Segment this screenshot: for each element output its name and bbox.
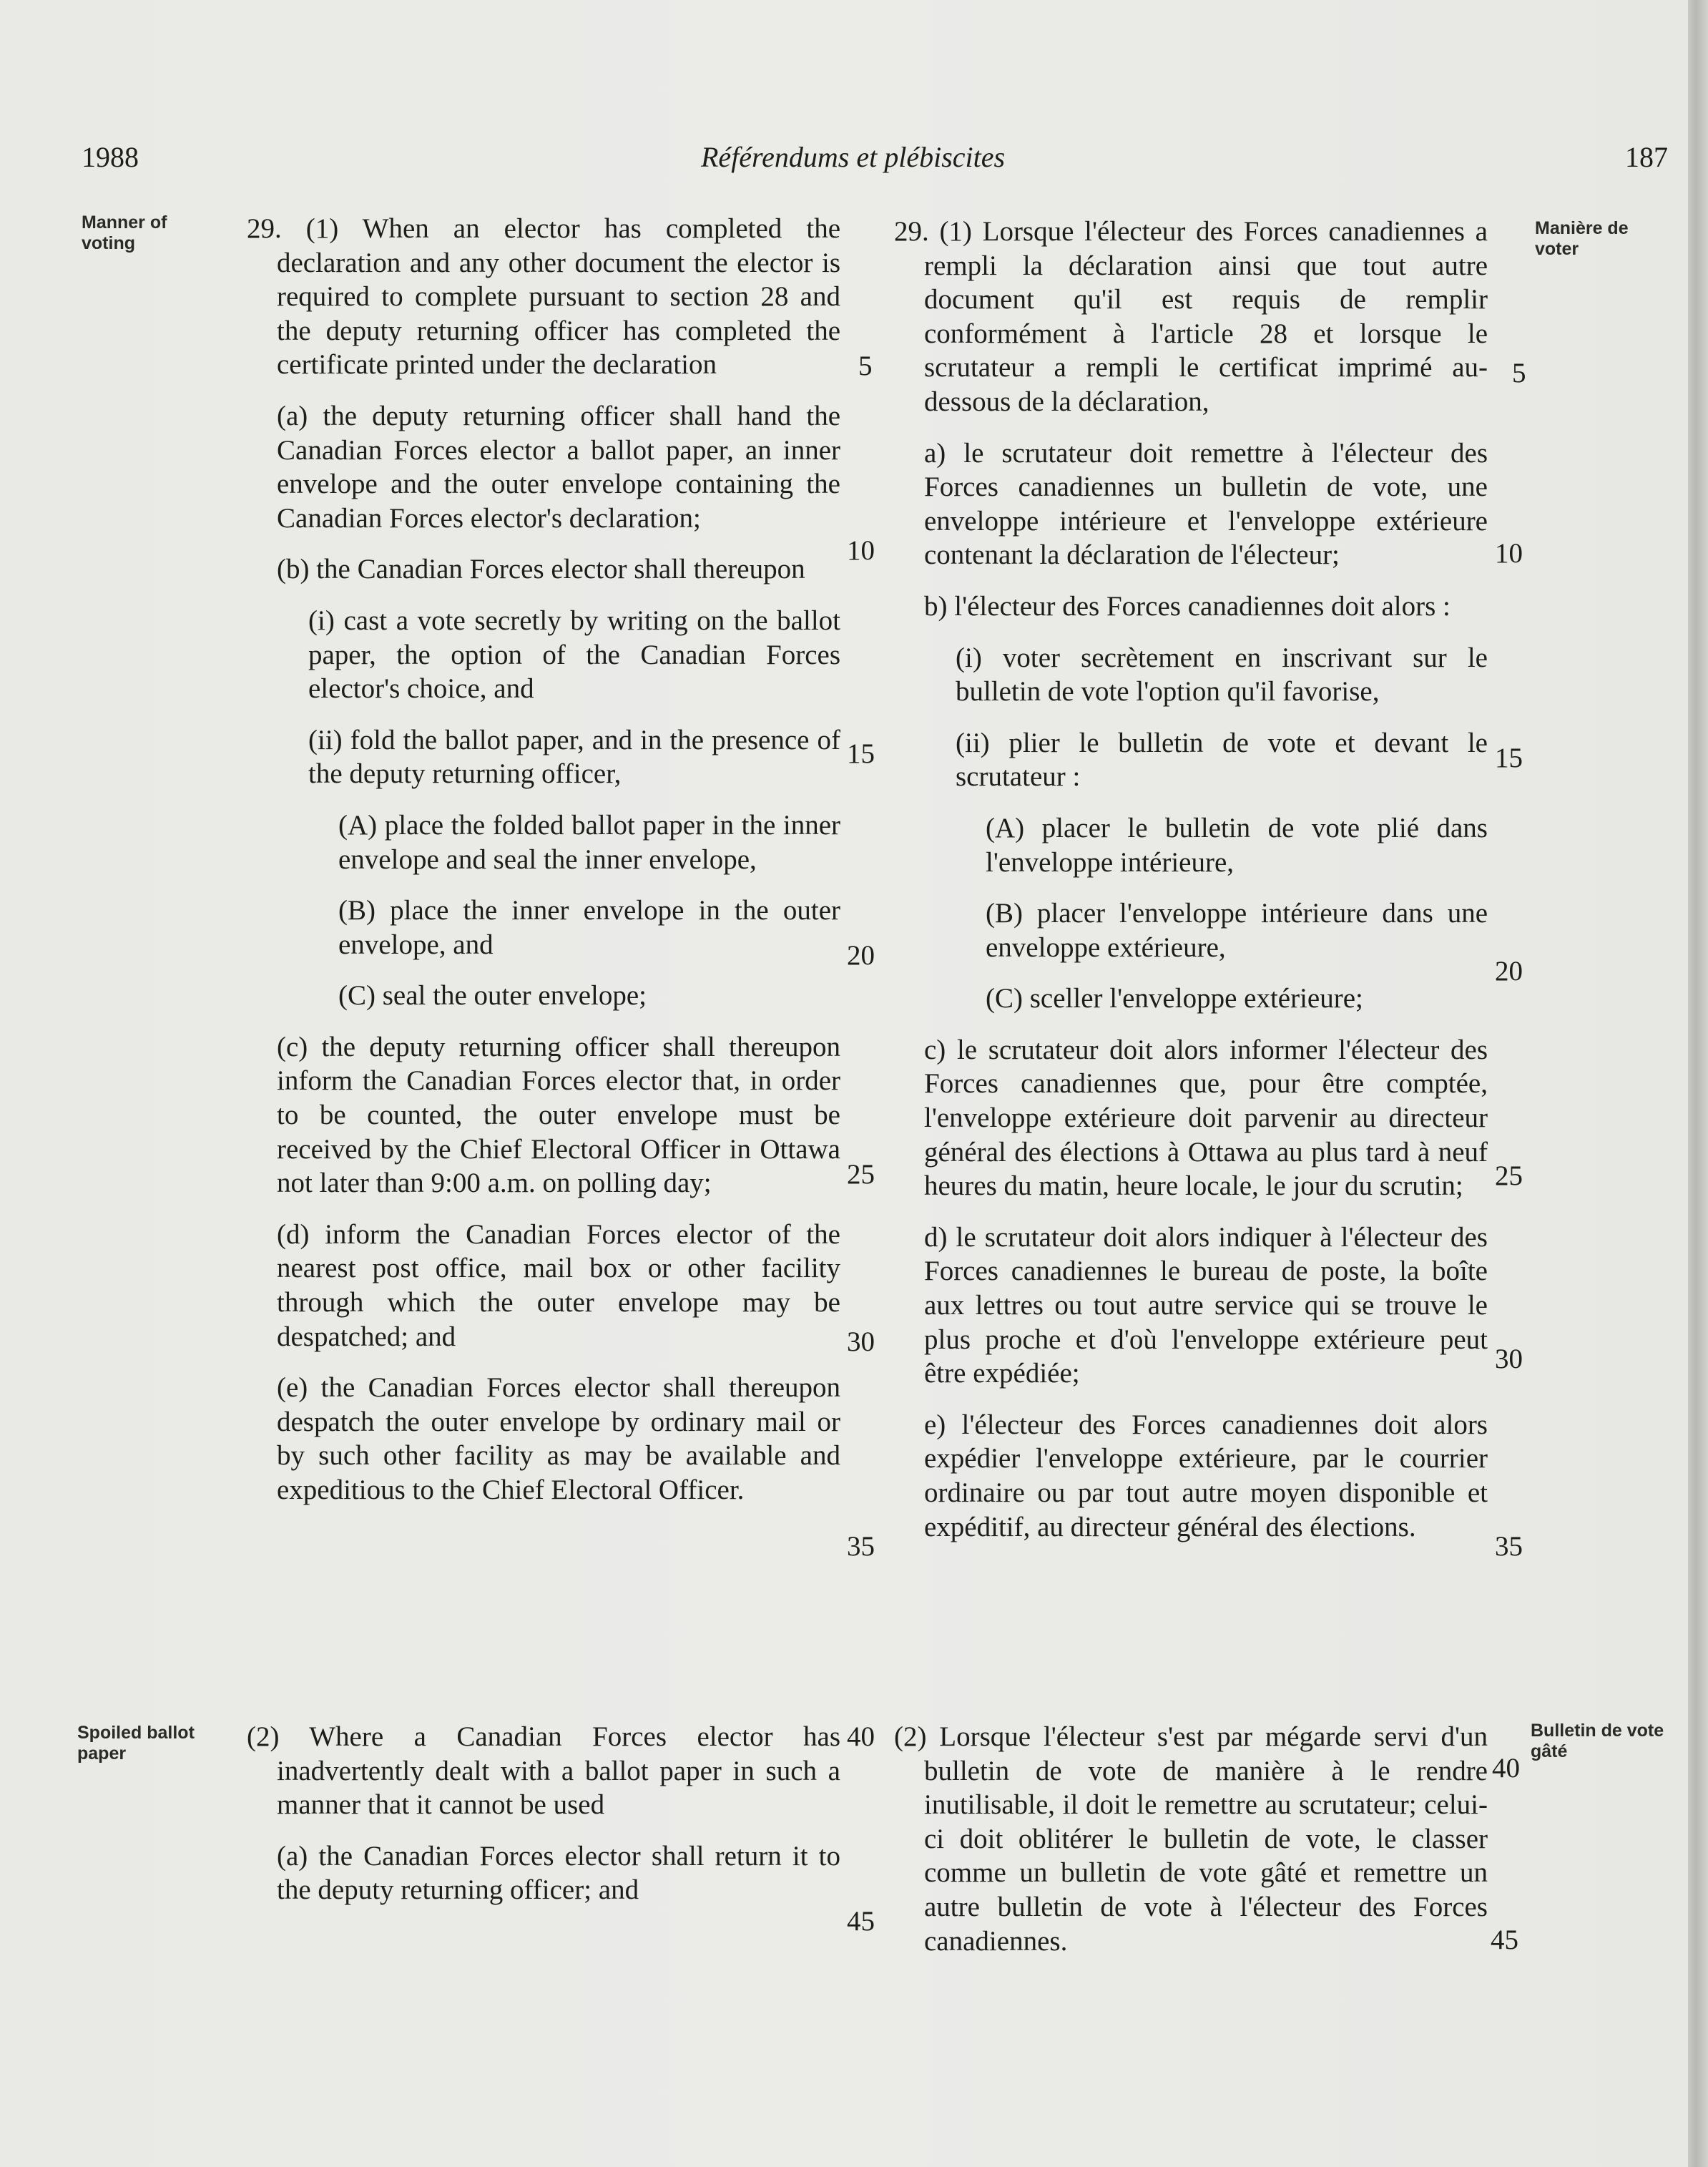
fr-line-number: 40 bbox=[1492, 1753, 1520, 1784]
en-para-c: (c) the deputy returning officer shall thereupon inform the Canadian Forces elector that, in order to be counted, the outer envelope must be received by the Chief Electoral Officer in Ottawa not later than 9:00 a.m. on polling day; bbox=[277, 1031, 840, 1199]
en-s29-2-a: (a) the Canadian Forces elector shall return it to the deputy returning officer; and bbox=[277, 1840, 840, 1906]
fr-line-number: 30 bbox=[1495, 1344, 1523, 1374]
en-para-b-ii-b: (B) place the inner envelope in the outer envelope, and bbox=[338, 895, 840, 960]
en-line-number: 45 bbox=[847, 1906, 875, 1937]
margin-note-spoiled-ballot: Spoiled ballot paper bbox=[77, 1723, 195, 1764]
fr-line-number: 5 bbox=[1512, 358, 1526, 388]
en-line-number: 30 bbox=[847, 1326, 875, 1357]
fr-para-c: c) le scrutateur doit alors informer l'électeur des Forces canadiennes que, pour être comptée, l'enveloppe extérieure doit parvenir au directeur général des élections à Ottawa au plus tard à neuf heures du matin, heure locale, le jour du scrutin; bbox=[924, 1034, 1488, 1202]
header-year: 1988 bbox=[82, 141, 139, 173]
margin-note-maniere-de-voter: Manière de voter bbox=[1535, 218, 1629, 259]
header-title: Référendums et plébiscites bbox=[701, 141, 1006, 173]
en-para-b: (b) the Canadian Forces elector shall thereupon bbox=[277, 554, 805, 585]
en-para-e: (e) the Canadian Forces elector shall thereupon despatch the outer envelope by ordinary mail or by such other facility as may be available and expeditious to the Chief Electoral Officer. bbox=[277, 1372, 840, 1505]
en-s29-1-intro: 29. (1) When an elector has completed the declaration and any other document the elector is required to complete pursuant to section 28 and the deputy returning officer has completed the certificate printed under the declaration bbox=[247, 213, 840, 381]
fr-para-b-ii-c: (C) sceller l'enveloppe extérieure; bbox=[986, 983, 1363, 1014]
en-line-number: 40 bbox=[847, 1721, 875, 1752]
fr-line-number: 20 bbox=[1495, 956, 1523, 987]
fr-line-number: 15 bbox=[1495, 743, 1523, 773]
en-para-a: (a) the deputy returning officer shall hand the Canadian Forces elector a ballot paper, an inner envelope and the outer envelope containing the Canadian Forces elector's declaration; bbox=[277, 400, 840, 534]
fr-para-b-ii-a: (A) placer le bulletin de vote plié dans l'enveloppe intérieure, bbox=[986, 812, 1488, 878]
english-column bbox=[247, 212, 840, 1507]
fr-line-number: 45 bbox=[1491, 1924, 1518, 1955]
en-para-b-ii-c: (C) seal the outer envelope; bbox=[338, 980, 647, 1012]
en-line-number: 10 bbox=[847, 535, 875, 566]
fr-s29-2: (2) Lorsque l'électeur s'est par mégarde servi d'un bulletin de vote de manière à le rendre inutilisable, il doit le remettre au scrutateur; celui-ci doit oblitérer le bulletin de vote, le classer comme un bulletin de vote gâté et remettre un autre bulletin de vote à l'électeur des Forces canadiennes. bbox=[894, 1721, 1488, 1957]
fr-line-number: 10 bbox=[1495, 538, 1523, 569]
fr-para-a: a) le scrutateur doit remettre à l'électeur des Forces canadiennes un bulletin de vote, une enveloppe intérieure et l'enveloppe extérieure contenant la déclaration de l'électeur; bbox=[924, 437, 1488, 571]
fr-s29-1-intro: 29. (1) Lorsque l'électeur des Forces canadiennes a rempli la déclaration ainsi que tout autre document qu'il est requis de remplir conformément à l'article 28 et lorsque le scrutateur a rempli le certificat imprimé au-dessous de la déclaration, bbox=[894, 216, 1488, 417]
en-line-number: 35 bbox=[847, 1531, 875, 1562]
fr-para-b: b) l'électeur des Forces canadiennes doit alors : bbox=[924, 590, 1451, 622]
en-para-b-ii: (ii) fold the ballot paper, and in the presence of the deputy returning officer, bbox=[308, 724, 840, 790]
margin-note-bulletin-gate: Bulletin de vote gâté bbox=[1531, 1721, 1664, 1761]
en-para-b-i: (i) cast a vote secretly by writing on the ballot paper, the option of the Canadian Forces elector's choice, and bbox=[308, 605, 840, 705]
fr-line-number: 25 bbox=[1495, 1160, 1523, 1191]
en-line-number: 25 bbox=[847, 1159, 875, 1190]
en-line-number: 20 bbox=[847, 940, 875, 971]
french-column bbox=[894, 215, 1488, 1544]
french-column-s29-2 bbox=[894, 1720, 1488, 1958]
margin-note-manner-of-voting: Manner of voting bbox=[82, 212, 167, 253]
fr-line-number: 35 bbox=[1495, 1531, 1523, 1562]
fr-para-b-i: (i) voter secrètement en inscrivant sur le bulletin de vote l'option qu'il favorise, bbox=[956, 642, 1488, 708]
fr-para-b-ii: (ii) plier le bulletin de vote et devant le scrutateur : bbox=[956, 727, 1488, 793]
en-line-number: 5 bbox=[858, 351, 873, 381]
en-s29-2-intro: (2) Where a Canadian Forces elector has inadvertently dealt with a ballot paper in such a manner that it cannot be used bbox=[247, 1721, 840, 1821]
en-para-b-ii-a: (A) place the folded ballot paper in the inner envelope and seal the inner envelope, bbox=[338, 809, 840, 875]
english-column-s29-2 bbox=[247, 1720, 840, 1907]
en-para-d: (d) inform the Canadian Forces elector of the nearest post office, mail box or other facility through which the outer envelope may be despatched; and bbox=[277, 1218, 840, 1352]
page-edge bbox=[1688, 0, 1708, 2167]
fr-para-b-ii-b: (B) placer l'enveloppe intérieure dans une enveloppe extérieure, bbox=[986, 898, 1488, 963]
header-page-number: 187 bbox=[1625, 141, 1668, 173]
fr-para-d: d) le scrutateur doit alors indiquer à l'électeur des Forces canadiennes le bureau de poste, la boîte aux lettres ou tout autre service qui se trouve le plus proche et d'où l'enveloppe extérieure peut être expédiée; bbox=[924, 1221, 1488, 1389]
fr-para-e: e) l'électeur des Forces canadiennes doit alors expédier l'enveloppe extérieure, par le courrier ordinaire ou par tout autre moyen disponible et expéditif, au directeur général des élections. bbox=[924, 1409, 1488, 1542]
en-line-number: 15 bbox=[847, 738, 875, 769]
